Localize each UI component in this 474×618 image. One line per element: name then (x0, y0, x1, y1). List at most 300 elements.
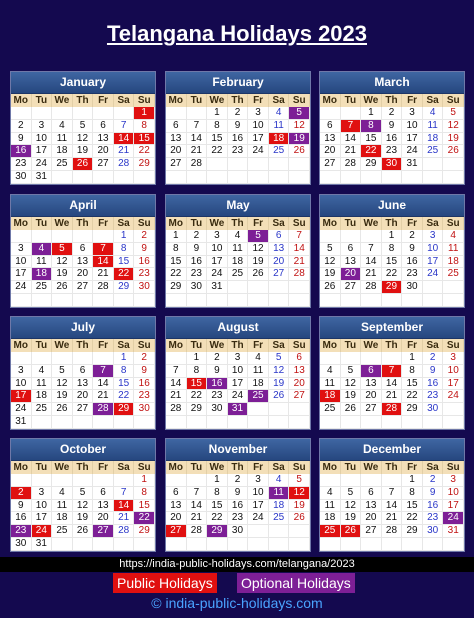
optional-holiday-day: 6 (361, 365, 382, 378)
calendar-day: 11 (52, 133, 73, 146)
calendar-day: 6 (341, 243, 362, 256)
calendar-day: 30 (134, 403, 155, 416)
calendar-day: 4 (269, 474, 290, 487)
calendar-day: 24 (32, 158, 53, 171)
calendar-day: 23 (134, 268, 155, 281)
calendar-day: 8 (207, 487, 228, 500)
calendar-day: 5 (341, 365, 362, 378)
public-holiday-day: 7 (341, 120, 362, 133)
weekday-header: Mo (11, 461, 32, 474)
calendar-day: 16 (228, 500, 249, 513)
optional-holiday-day: 22 (134, 512, 155, 525)
empty-day-cell (166, 171, 187, 184)
calendar-day: 19 (320, 268, 341, 281)
month-november (165, 438, 311, 552)
calendar-day: 26 (52, 403, 73, 416)
empty-day-cell (382, 171, 403, 184)
weekday-header: Mo (166, 94, 187, 107)
calendar-day: 14 (341, 133, 362, 146)
calendar-day: 11 (320, 500, 341, 513)
empty-day-cell (187, 294, 208, 307)
calendar-day: 29 (187, 403, 208, 416)
empty-day-cell (361, 352, 382, 365)
calendar-day: 7 (187, 120, 208, 133)
empty-day-cell (134, 416, 155, 429)
calendar-day: 11 (269, 120, 290, 133)
month-day-grid (320, 94, 464, 184)
empty-day-cell (207, 158, 228, 171)
empty-day-cell (382, 294, 403, 307)
calendar-day: 21 (382, 512, 403, 525)
empty-day-cell (11, 352, 32, 365)
calendar-day: 11 (443, 243, 464, 256)
empty-day-cell (320, 538, 341, 551)
calendar-day: 21 (114, 512, 135, 525)
calendar-day: 11 (52, 500, 73, 513)
weekday-header: Tu (32, 217, 53, 230)
calendar-day: 18 (32, 390, 53, 403)
calendar-day: 26 (341, 403, 362, 416)
public-holiday-day: 26 (73, 158, 94, 171)
calendar-day: 18 (52, 145, 73, 158)
weekday-header: Su (134, 94, 155, 107)
calendar-day: 19 (341, 512, 362, 525)
month-april (10, 194, 156, 308)
public-holiday-day: 29 (114, 403, 135, 416)
calendar-day: 12 (289, 120, 310, 133)
empty-day-cell (52, 416, 73, 429)
empty-day-cell (289, 403, 310, 416)
weekday-header: Th (382, 339, 403, 352)
calendar-day: 10 (11, 378, 32, 391)
empty-day-cell (289, 416, 310, 429)
weekday-header: Tu (341, 339, 362, 352)
weekday-header: Fr (402, 339, 423, 352)
empty-day-cell (341, 416, 362, 429)
public-holiday-day: 14 (114, 133, 135, 146)
weekday-header: Sa (114, 94, 135, 107)
calendar-day: 4 (248, 352, 269, 365)
calendar-day: 9 (423, 365, 444, 378)
calendar-day: 20 (73, 390, 94, 403)
weekday-header: Fr (248, 217, 269, 230)
calendar-day: 14 (187, 133, 208, 146)
calendar-day: 26 (289, 512, 310, 525)
calendar-day: 13 (73, 378, 94, 391)
calendar-day: 2 (228, 107, 249, 120)
calendar-day: 5 (289, 474, 310, 487)
calendar-day: 22 (402, 512, 423, 525)
calendar-day: 14 (382, 378, 403, 391)
source-url[interactable]: https://india-public-holidays.com/telangana/2023 (0, 557, 474, 572)
empty-day-cell (73, 230, 94, 243)
empty-day-cell (248, 281, 269, 294)
calendar-day: 1 (207, 474, 228, 487)
calendar-day: 1 (166, 230, 187, 243)
calendar-day: 16 (187, 256, 208, 269)
empty-day-cell (289, 294, 310, 307)
empty-day-cell (402, 294, 423, 307)
calendar-day: 28 (114, 525, 135, 538)
empty-day-cell (228, 281, 249, 294)
calendar-day: 9 (134, 243, 155, 256)
calendar-day: 28 (289, 268, 310, 281)
empty-day-cell (52, 294, 73, 307)
weekday-header: Fr (402, 94, 423, 107)
empty-day-cell (289, 171, 310, 184)
empty-day-cell (320, 474, 341, 487)
month-january (10, 71, 156, 185)
calendar-day: 20 (166, 512, 187, 525)
page-title: Telangana Holidays 2023 (106, 21, 368, 46)
calendar-day: 19 (73, 512, 94, 525)
calendar-day: 23 (423, 390, 444, 403)
calendar-day: 10 (402, 120, 423, 133)
calendar-day: 25 (52, 525, 73, 538)
calendar-day: 2 (382, 107, 403, 120)
calendar-day: 3 (402, 107, 423, 120)
weekday-header: We (207, 339, 228, 352)
public-holiday-day: 27 (166, 525, 187, 538)
calendar-day: 10 (443, 365, 464, 378)
calendar-day: 23 (228, 512, 249, 525)
calendar-day: 4 (52, 487, 73, 500)
empty-day-cell (341, 171, 362, 184)
empty-day-cell (361, 538, 382, 551)
calendar-day: 19 (443, 133, 464, 146)
month-name: February (166, 72, 310, 94)
calendar-day: 9 (228, 120, 249, 133)
calendar-day: 25 (228, 268, 249, 281)
calendar-day: 29 (134, 525, 155, 538)
weekday-header: We (52, 217, 73, 230)
empty-day-cell (320, 171, 341, 184)
calendar-day: 17 (443, 378, 464, 391)
empty-day-cell (11, 107, 32, 120)
optional-holiday-day: 23 (11, 525, 32, 538)
calendar-day: 21 (187, 145, 208, 158)
calendar-day: 3 (207, 230, 228, 243)
weekday-header: Sa (423, 94, 444, 107)
optional-holiday-day: 25 (248, 390, 269, 403)
weekday-header: Sa (269, 217, 290, 230)
empty-day-cell (382, 352, 403, 365)
calendar-day: 2 (423, 474, 444, 487)
calendar-day: 16 (423, 500, 444, 513)
calendar-day: 20 (166, 145, 187, 158)
month-december (319, 438, 465, 552)
empty-day-cell (269, 158, 290, 171)
empty-day-cell (134, 171, 155, 184)
calendar-day: 13 (93, 500, 114, 513)
empty-day-cell (341, 107, 362, 120)
calendar-day: 17 (423, 256, 444, 269)
calendar-day: 27 (361, 525, 382, 538)
calendar-day: 16 (423, 378, 444, 391)
calendar-day: 8 (187, 365, 208, 378)
empty-day-cell (423, 294, 444, 307)
calendar-day: 9 (187, 243, 208, 256)
weekday-header: Su (134, 217, 155, 230)
calendar-day: 5 (269, 352, 290, 365)
calendar-day: 12 (52, 378, 73, 391)
calendar-day: 31 (32, 538, 53, 551)
weekday-header: Sa (269, 461, 290, 474)
public-holiday-day: 22 (361, 145, 382, 158)
empty-day-cell (320, 230, 341, 243)
calendar-day: 28 (361, 281, 382, 294)
calendar-day: 13 (166, 133, 187, 146)
calendar-day: 29 (134, 158, 155, 171)
calendar-day: 15 (361, 133, 382, 146)
empty-day-cell (248, 158, 269, 171)
weekday-header: Fr (402, 217, 423, 230)
public-holiday-day: 22 (114, 268, 135, 281)
calendar-day: 18 (248, 378, 269, 391)
calendar-day: 6 (166, 120, 187, 133)
calendar-day: 17 (443, 500, 464, 513)
calendar-day: 4 (32, 365, 53, 378)
calendar-day: 9 (402, 243, 423, 256)
calendar-day: 19 (248, 256, 269, 269)
empty-day-cell (134, 294, 155, 307)
copyright-link[interactable]: © india-public-holidays.com (151, 595, 323, 611)
month-name: May (166, 195, 310, 217)
public-holiday-day: 14 (93, 256, 114, 269)
empty-day-cell (423, 416, 444, 429)
calendar-day: 26 (289, 145, 310, 158)
calendar-day: 15 (207, 500, 228, 513)
calendar-day: 14 (382, 500, 403, 513)
empty-day-cell (269, 403, 290, 416)
empty-day-cell (114, 416, 135, 429)
weekday-header: Mo (11, 94, 32, 107)
weekday-header: Sa (423, 461, 444, 474)
calendar-day: 30 (402, 281, 423, 294)
empty-day-cell (114, 107, 135, 120)
calendar-day: 10 (423, 243, 444, 256)
calendar-day: 21 (114, 145, 135, 158)
calendar-day: 2 (402, 230, 423, 243)
calendar-day: 5 (73, 120, 94, 133)
weekday-header: We (361, 461, 382, 474)
calendar-day: 8 (402, 487, 423, 500)
calendar-day: 1 (207, 107, 228, 120)
calendar-day: 1 (114, 352, 135, 365)
weekday-header: We (207, 94, 228, 107)
weekday-header: Th (228, 461, 249, 474)
weekday-header: Fr (248, 339, 269, 352)
empty-day-cell (73, 107, 94, 120)
calendar-day: 19 (52, 390, 73, 403)
calendar-day: 12 (73, 133, 94, 146)
calendar-day: 30 (11, 538, 32, 551)
weekday-header: Sa (114, 339, 135, 352)
weekday-header: We (52, 94, 73, 107)
month-name: September (320, 317, 464, 339)
calendar-day: 7 (187, 487, 208, 500)
calendar-day: 7 (289, 230, 310, 243)
calendar-day: 18 (423, 133, 444, 146)
calendar-day: 10 (32, 500, 53, 513)
calendar-day: 11 (32, 256, 53, 269)
empty-day-cell (341, 538, 362, 551)
weekday-header: Sa (423, 339, 444, 352)
empty-day-cell (134, 538, 155, 551)
calendar-day: 5 (443, 107, 464, 120)
month-name: March (320, 72, 464, 94)
empty-day-cell (93, 538, 114, 551)
calendar-day: 11 (423, 120, 444, 133)
calendar-day: 25 (52, 158, 73, 171)
month-day-grid (11, 94, 155, 184)
calendar-day: 17 (11, 268, 32, 281)
calendar-day: 5 (341, 487, 362, 500)
calendar-day: 8 (134, 487, 155, 500)
weekday-header: Tu (341, 217, 362, 230)
calendar-day: 12 (341, 378, 362, 391)
calendar-day: 21 (289, 256, 310, 269)
calendar-day: 30 (134, 281, 155, 294)
weekday-header: Fr (248, 461, 269, 474)
month-july (10, 316, 156, 430)
empty-day-cell (93, 230, 114, 243)
calendar-day: 2 (134, 230, 155, 243)
weekday-header: Tu (341, 461, 362, 474)
empty-day-cell (166, 294, 187, 307)
weekday-header: Fr (93, 339, 114, 352)
calendar-day: 13 (289, 365, 310, 378)
calendar-day: 22 (207, 145, 228, 158)
calendar-day: 10 (443, 487, 464, 500)
empty-day-cell (166, 416, 187, 429)
calendar-day: 30 (11, 171, 32, 184)
calendar-day: 15 (207, 133, 228, 146)
weekday-header: We (52, 339, 73, 352)
empty-day-cell (320, 416, 341, 429)
calendar-day: 16 (134, 256, 155, 269)
calendar-day: 25 (320, 403, 341, 416)
calendar-day: 31 (402, 158, 423, 171)
weekday-header: Tu (32, 339, 53, 352)
empty-day-cell (382, 416, 403, 429)
empty-day-cell (443, 416, 464, 429)
empty-day-cell (269, 525, 290, 538)
calendar-day: 11 (228, 243, 249, 256)
calendar-day: 17 (248, 133, 269, 146)
calendar-day: 28 (341, 158, 362, 171)
calendar-day: 20 (361, 512, 382, 525)
weekday-header: Su (443, 217, 464, 230)
empty-day-cell (341, 294, 362, 307)
empty-day-cell (382, 474, 403, 487)
weekday-header: Su (289, 339, 310, 352)
calendar-day: 26 (269, 390, 290, 403)
calendar-day: 12 (73, 500, 94, 513)
calendar-day: 23 (187, 268, 208, 281)
calendar-day: 18 (228, 256, 249, 269)
optional-holiday-day: 28 (93, 403, 114, 416)
calendar-day: 8 (382, 243, 403, 256)
calendar-day: 22 (382, 268, 403, 281)
calendar-day: 22 (207, 512, 228, 525)
weekday-header: Th (228, 217, 249, 230)
weekday-header: We (207, 461, 228, 474)
empty-day-cell (52, 474, 73, 487)
calendar-day: 11 (32, 378, 53, 391)
empty-day-cell (228, 538, 249, 551)
calendar-day: 29 (402, 403, 423, 416)
empty-day-cell (269, 294, 290, 307)
calendar-day: 1 (361, 107, 382, 120)
empty-day-cell (443, 171, 464, 184)
calendar-day: 19 (289, 500, 310, 513)
month-name: October (11, 439, 155, 461)
empty-day-cell (73, 416, 94, 429)
calendar-day: 22 (134, 145, 155, 158)
month-may (165, 194, 311, 308)
calendar-day: 24 (423, 268, 444, 281)
calendar-day: 20 (269, 256, 290, 269)
calendar-day: 24 (228, 390, 249, 403)
calendar-day: 27 (289, 390, 310, 403)
calendar-day: 23 (207, 390, 228, 403)
weekday-header: Sa (114, 217, 135, 230)
optional-holiday-day: 5 (248, 230, 269, 243)
calendar-day: 15 (114, 378, 135, 391)
month-october (10, 438, 156, 552)
calendar-day: 29 (114, 281, 135, 294)
calendar-day: 4 (269, 107, 290, 120)
public-holiday-day: 24 (32, 525, 53, 538)
empty-day-cell (341, 352, 362, 365)
weekday-header: Tu (187, 94, 208, 107)
optional-holiday-day: 16 (207, 378, 228, 391)
weekday-header: Mo (11, 217, 32, 230)
public-holiday-day: 18 (269, 133, 290, 146)
calendar-day: 17 (402, 133, 423, 146)
calendar-day: 24 (402, 145, 423, 158)
calendar-day: 17 (207, 256, 228, 269)
calendar-day: 22 (187, 390, 208, 403)
empty-day-cell (361, 294, 382, 307)
empty-day-cell (443, 538, 464, 551)
month-day-grid (320, 461, 464, 551)
weekday-header: Su (443, 461, 464, 474)
calendar-day: 13 (73, 256, 94, 269)
month-march (319, 71, 465, 185)
calendar-day: 6 (361, 487, 382, 500)
weekday-header: Mo (320, 339, 341, 352)
weekday-header: Mo (320, 94, 341, 107)
public-holiday-day: 17 (11, 390, 32, 403)
empty-day-cell (289, 281, 310, 294)
calendar-day: 16 (228, 133, 249, 146)
weekday-header: Th (382, 217, 403, 230)
optional-holiday-day: 7 (93, 365, 114, 378)
month-name: July (11, 317, 155, 339)
weekday-header: Su (134, 461, 155, 474)
calendar-day: 1 (402, 474, 423, 487)
weekday-header: We (207, 217, 228, 230)
calendar-day: 9 (382, 120, 403, 133)
calendar-day: 13 (93, 133, 114, 146)
calendar-day: 6 (93, 487, 114, 500)
calendar-day: 19 (73, 145, 94, 158)
calendar-day: 27 (93, 158, 114, 171)
calendar-day: 17 (228, 378, 249, 391)
calendar-day: 27 (166, 158, 187, 171)
